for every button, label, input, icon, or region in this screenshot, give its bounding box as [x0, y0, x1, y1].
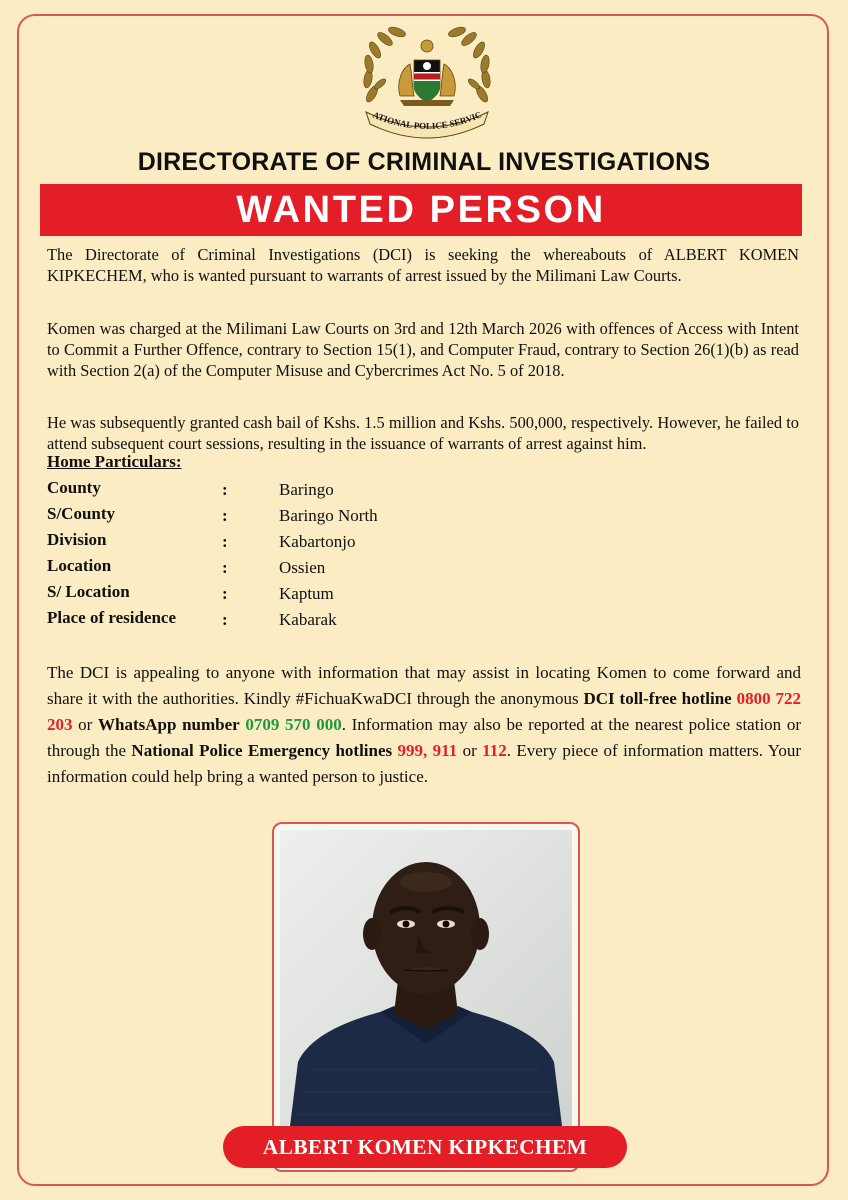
particulars-label: S/ Location: [47, 582, 130, 601]
hotline-label: DCI toll-free hotline: [583, 689, 732, 708]
particulars-value: Kaptum: [279, 584, 334, 603]
intro-paragraph: The Directorate of Criminal Investigations (DCI) is seeking the whereabouts of ALBERT KOMEN KIPKECHEM, who is wanted pursuant to warrants of arrest issued by the Milimani Law Courts.: [47, 245, 799, 285]
charges-paragraph: Komen was charged at the Milimani Law Courts on 3rd and 12th March 2026 with offences of Access with Intent to Commit a Further Offence, contrary to Section 15(1), and Computer Fraud, contrary to Section 26(1)(b) as read with Section 2(a) of the Computer Misuse and Cybercrimes Act No. 5 of 2018.: [47, 319, 799, 380]
home-particulars-table: [47, 478, 547, 634]
agency-title: DIRECTORATE OF CRIMINAL INVESTIGATIONS: [137, 148, 711, 176]
particulars-value: Ossien: [279, 558, 326, 577]
particulars-separator: :: [222, 532, 228, 551]
emblem-ribbon-text: ATIONAL POLICE SERVIC: [371, 109, 484, 132]
emergency-numbers[interactable]: 999, 911: [397, 741, 458, 760]
particulars-row: [47, 530, 547, 556]
particulars-label: Division: [47, 530, 107, 549]
particulars-row: [47, 556, 547, 582]
whatsapp-number[interactable]: 0709 570 000: [245, 715, 342, 734]
wanted-banner-text: WANTED PERSON: [236, 189, 606, 231]
particulars-row: [47, 582, 547, 608]
particulars-value: Kabarak: [279, 610, 337, 629]
particulars-separator: :: [222, 480, 228, 499]
particulars-separator: :: [222, 610, 228, 629]
hotline-number[interactable]: 0800 722 203: [47, 689, 802, 734]
national-police-service-emblem-icon: [352, 24, 502, 144]
particulars-value: Baringo: [279, 480, 334, 499]
particulars-row: [47, 504, 547, 530]
particulars-row: [47, 608, 547, 634]
wanted-banner: [40, 184, 802, 236]
home-particulars-title: Home Particulars:: [47, 452, 182, 471]
particulars-label: Place of residence: [47, 608, 177, 627]
whatsapp-label: WhatsApp number: [98, 715, 240, 734]
emergency-label: National Police Emergency hotlines: [131, 741, 393, 760]
particulars-value: Baringo North: [279, 506, 378, 525]
suspect-name-badge: [223, 1126, 627, 1168]
particulars-separator: :: [222, 584, 228, 603]
suspect-photo-frame: [272, 822, 580, 1172]
appeal-text: . Information may also be reported at the nearest police station or through the: [47, 715, 801, 760]
appeal-paragraph: [47, 660, 801, 790]
particulars-row: [47, 478, 547, 504]
particulars-separator: :: [222, 506, 228, 525]
particulars-value: Kabartonjo: [279, 532, 356, 551]
appeal-text: or: [72, 715, 98, 734]
particulars-label: County: [47, 478, 101, 497]
particulars-label: S/County: [47, 504, 116, 523]
appeal-text: . Every piece of information matters. Your information could help bring a wanted person to justice.: [47, 741, 802, 786]
suspect-name: ALBERT KOMEN KIPKECHEM: [262, 1135, 588, 1159]
particulars-label: Location: [47, 556, 112, 575]
emergency-number-last[interactable]: 112: [482, 741, 507, 760]
particulars-separator: :: [222, 558, 228, 577]
appeal-text: or: [457, 741, 483, 760]
bail-paragraph: He was subsequently granted cash bail of Kshs. 1.5 million and Kshs. 500,000, respectively. However, he failed to attend subsequent court sessions, resulting in the issuance of warrants of arrest against him.: [47, 413, 799, 453]
suspect-portrait-photo: [280, 830, 572, 1126]
appeal-text: The DCI is appealing to anyone with information that may assist in locating Komen to come forward and share it with the authorities. Kindly #FichuaKwaDCI through the anonymous: [47, 663, 801, 708]
